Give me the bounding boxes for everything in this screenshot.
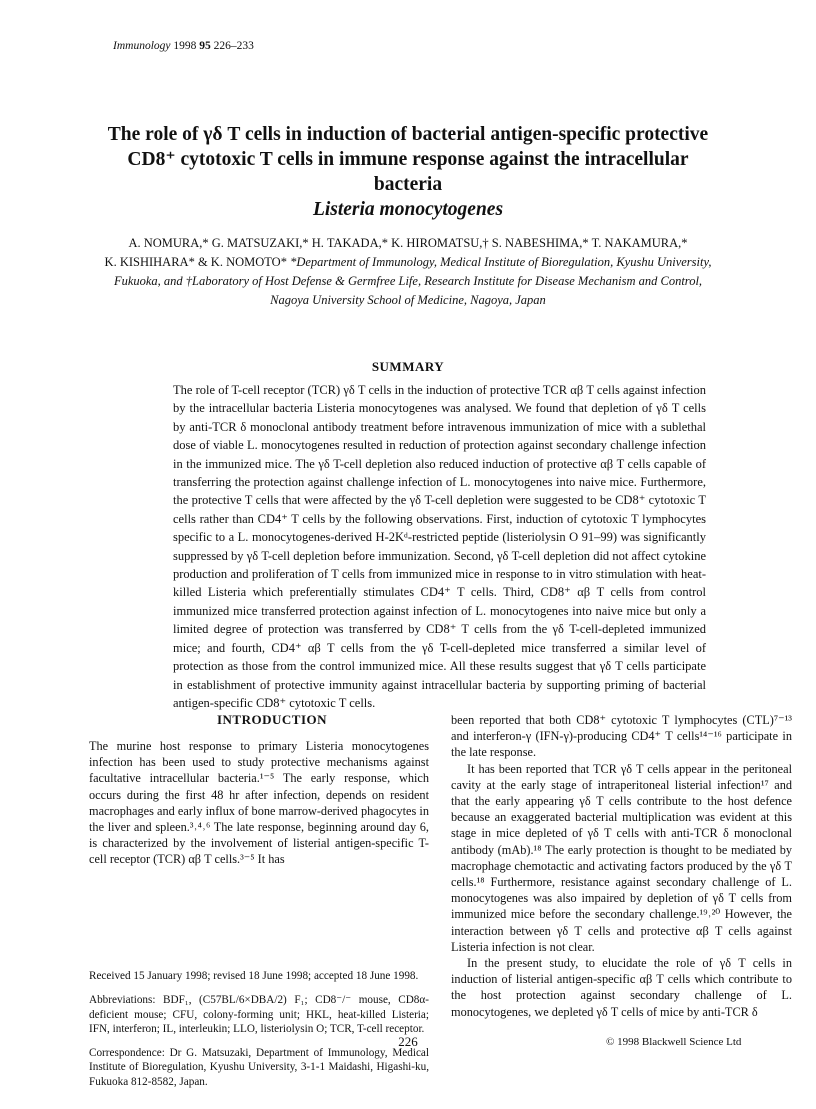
left-column bbox=[89, 738, 429, 868]
intro-paragraph-1: The murine host response to primary Listeria monocytogenes infection has been used to study protective mechanisms against facultative intracellular bacteria.¹⁻⁵ The early response, which occurs during the first 48 hr after infection, depends on resident macrophages and early influx of bone marrow-derived phagocytes in the liver and spleen.³˒⁴˒⁶ The late response, beginning around day 6, is characterized by the involvement of listerial antigen-specific T-cell receptor (TCR) αβ T cells.³⁻⁵ It has bbox=[89, 739, 429, 867]
author-names-line-1: A. NOMURA,* G. MATSUZAKI,* H. TAKADA,* K. HIROMATSU,† S. NABESHIMA,* T. NAKAMURA,* bbox=[128, 236, 688, 250]
title-line-1: The role of γδ T cells in induction of bacterial antigen-specific protective bbox=[107, 124, 709, 145]
intro-paragraph-1-cont: been reported that both CD8⁺ cytotoxic T lymphocytes (CTL)⁷⁻¹³ and interferon-γ (IFN-γ)-producing CD4⁺ T cells¹⁴⁻¹⁶ participate in the late response. bbox=[451, 713, 792, 760]
intro-paragraph-3: In the present study, to elucidate the role of γδ T cells in induction of listerial antigen-specific αβ T cells which contribute to the host protection against secondary challenge of L. monocytogenes, we depleted γδ T cells of mice by anti-TCR δ bbox=[451, 956, 792, 1019]
summary-text: The role of T-cell receptor (TCR) γδ T cells in the induction of protective TCR αβ T cells against infection by the intracellular bacteria Listeria monocytogenes was analysed. We found that depletion of γδ T cells by anti-TCR δ monoclonal antibody treatment before intravenous immunization of mice with a sublethal dose of viable L. monocytogenes resulted in reduction of protection against secondary challenge infection in the immunized mice. The γδ T-cell depletion also reduced induction of protective αβ T cells capable of transferring the protection against challenge infection of L. monocytogenes into naive mice. Furthermore, the protective T cells that were affected by the γδ T-cell depletion were suggested to be CD8⁺ cytotoxic T cells rather than CD4⁺ T cells by the following observations. First, induction of cytotoxic T lymphocytes specific to a L. monocytogenes-derived H-2Kᵈ-restricted peptide (listeriolysin O 91–99) was significantly suppressed by γδ T-cell depletion before immunization. Second, γδ T-cell depletion did not affect cytokine production and proliferation of T cells from immunized mice in response to in vitro stimulation with heat-killed Listeria which preferentially stimulates CD4⁺ T cells. Third, CD8⁺ αβ T cells from control immunized mice transferred protection against infection of L. monocytogenes into naive mice but only a limited degree of protection was transferred by CD8⁺ T cells from the γδ T-cell-depleted immunized mice; and fourth, CD4⁺ αβ T cells from the γδ T-cell-depleted mice transferred a similar level of protection as those from the control immunized mice. All these results suggest that γδ T cells participate in establishment of protective immunity against intracellular bacteria by supporting priming of bacterial antigen-specific CD8⁺ cytotoxic T cells. bbox=[173, 383, 706, 710]
journal-citation bbox=[113, 40, 254, 52]
page-number: 226 bbox=[398, 1034, 418, 1049]
introduction-heading: INTRODUCTION bbox=[216, 712, 327, 727]
intro-paragraph-2: It has been reported that TCR γδ T cells appear in the peritoneal cavity at the early stage of intraperitoneal listerial infection¹⁷ and that the early appearing γδ T cells contribute to the host defence because an exaggerated bacterial multiplication was evident at this stage in mice depleted of γδ T cells with anti-TCR δ monoclonal antibody (mAb).¹⁸ The early protection is thought to be mediated by macrophage chemotactic and activating factors produced by the γδ T cells.¹⁸ Furthermore, resistance against secondary challenge of L. monocytogenes was also impaired by depletion of γδ T cells from immunized mice before the secondary challenge.¹⁹˒²⁰ However, the interaction between γδ T cells and protective αβ T cells against Listeria infection is not clear. bbox=[451, 761, 792, 954]
author-names-line-2: K. KISHIHARA* & K. NOMOTO* bbox=[104, 255, 287, 269]
copyright: © 1998 Blackwell Science Ltd bbox=[606, 1036, 742, 1048]
journal-year: 1998 bbox=[173, 40, 197, 52]
received-dates: Received 15 January 1998; revised 18 June 1998; accepted 18 June 1998. bbox=[89, 970, 419, 982]
summary-heading: SUMMARY bbox=[371, 359, 445, 374]
author-block bbox=[100, 234, 716, 310]
article-title bbox=[100, 122, 716, 222]
journal-pages: 226–233 bbox=[213, 40, 254, 52]
title-line-3: Listeria monocytogenes bbox=[312, 199, 504, 220]
title-line-2: CD8⁺ cytotoxic T cells in immune response against the intracellular bacteria bbox=[127, 149, 689, 195]
correspondence: Correspondence: Dr G. Matsuzaki, Department of Immunology, Medical Institute of Bioregulation, Kyushu University, 3-1-1 Maidashi, Higashi-ku, Fukuoka 812-8582, Japan. bbox=[89, 1047, 429, 1088]
affiliations: *Department of Immunology, Medical Institute of Bioregulation, Kyushu University, Fukuoka, and †Laboratory of Host Defense & Germfree Life, Research Institute for Disease Mechanism and Control, Nagoya University School of Medicine, Nagoya, Japan bbox=[113, 255, 712, 307]
journal-volume: 95 bbox=[199, 40, 211, 52]
journal-name: Immunology bbox=[113, 40, 171, 52]
right-column bbox=[451, 712, 792, 1020]
abbreviations: Abbreviations: BDF₁, (C57BL/6×DBA/2) F₁; CD8⁻/⁻ mouse, CD8α-deficient mouse; CFU, colony-forming unit; HKL, heat-killed Listeria; IFN, interferon; IL, interleukin; LLO, listeriolysin O; TCR, T-cell receptor. bbox=[89, 994, 429, 1035]
